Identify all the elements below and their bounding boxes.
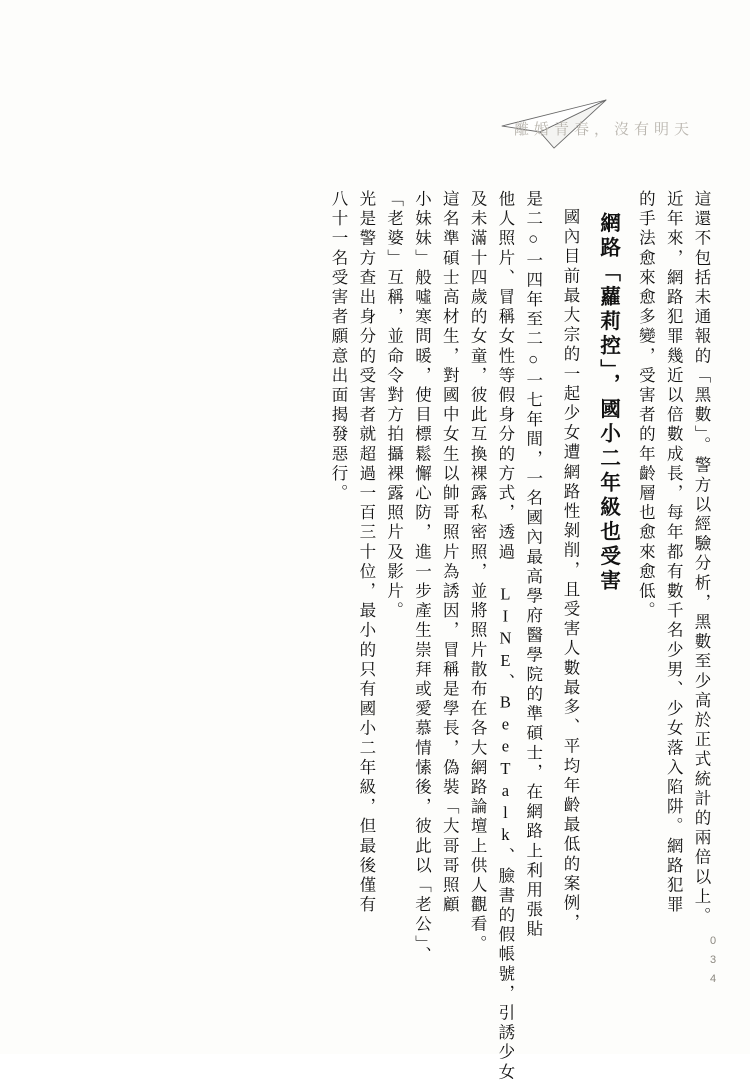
text-column: 近年來，網路犯罪幾近以倍數成長，每年都有數千名少男、少女落入陷阱。網路犯罪 bbox=[664, 190, 684, 916]
text-column: 八十一名受害者願意出面揭發惡行。 bbox=[329, 190, 349, 504]
text-column: 這還不包括未通報的「黑數」。警方以經驗分析，黑數至少高於正式統計的兩倍以上。 bbox=[692, 190, 711, 927]
text-column: 的手法愈來愈多變，受害者的年齡層也愈來愈低。 bbox=[636, 190, 656, 622]
section-heading: 網路「蘿莉控」，國小二年級也受害 bbox=[596, 212, 619, 594]
page-header bbox=[364, 96, 694, 166]
text-column: 小妹妹」般噓寒問暖，使目標鬆懈心防，進一步產生崇拜或愛慕情愫後，彼此以「老公」、 bbox=[412, 190, 432, 966]
text-column: 國內目前最大宗的一起少女遭網路性剝削，且受害人數最多、平均年齡最低的案例， bbox=[561, 208, 581, 934]
text-column: 「老婆」互稱，並命令對方拍攝裸露照片及影片。 bbox=[384, 190, 404, 622]
text-column: 這名準碩士高材生，對國中女生以帥哥照片為誘因，冒稱是學長，偽裝「大哥哥照顧 bbox=[440, 190, 460, 916]
text-column: 光是警方查出身分的受害者就超過一百三十位，最小的只有國小二年級，但最後僅有 bbox=[356, 190, 376, 916]
text-column: 是二○一四年至二○一七年間，一名國內最高學府醫學院的準碩士，在網路上利用張貼 bbox=[523, 190, 543, 940]
text-column: 及未滿十四歲的女童，彼此互換裸露私密照，並將照片散布在各大網路論壇上供人觀看。 bbox=[468, 190, 488, 955]
header-title: 離婚青春，沒有明天 bbox=[513, 122, 694, 138]
article-body bbox=[60, 190, 711, 1082]
text-columns bbox=[319, 190, 711, 1082]
page-number: 034 bbox=[707, 935, 719, 992]
text-column: 他人照片、冒稱女性等假身分的方式，透過 LINE、BeeTalk、臉書的假帳號，引誘少女 bbox=[495, 190, 515, 1082]
